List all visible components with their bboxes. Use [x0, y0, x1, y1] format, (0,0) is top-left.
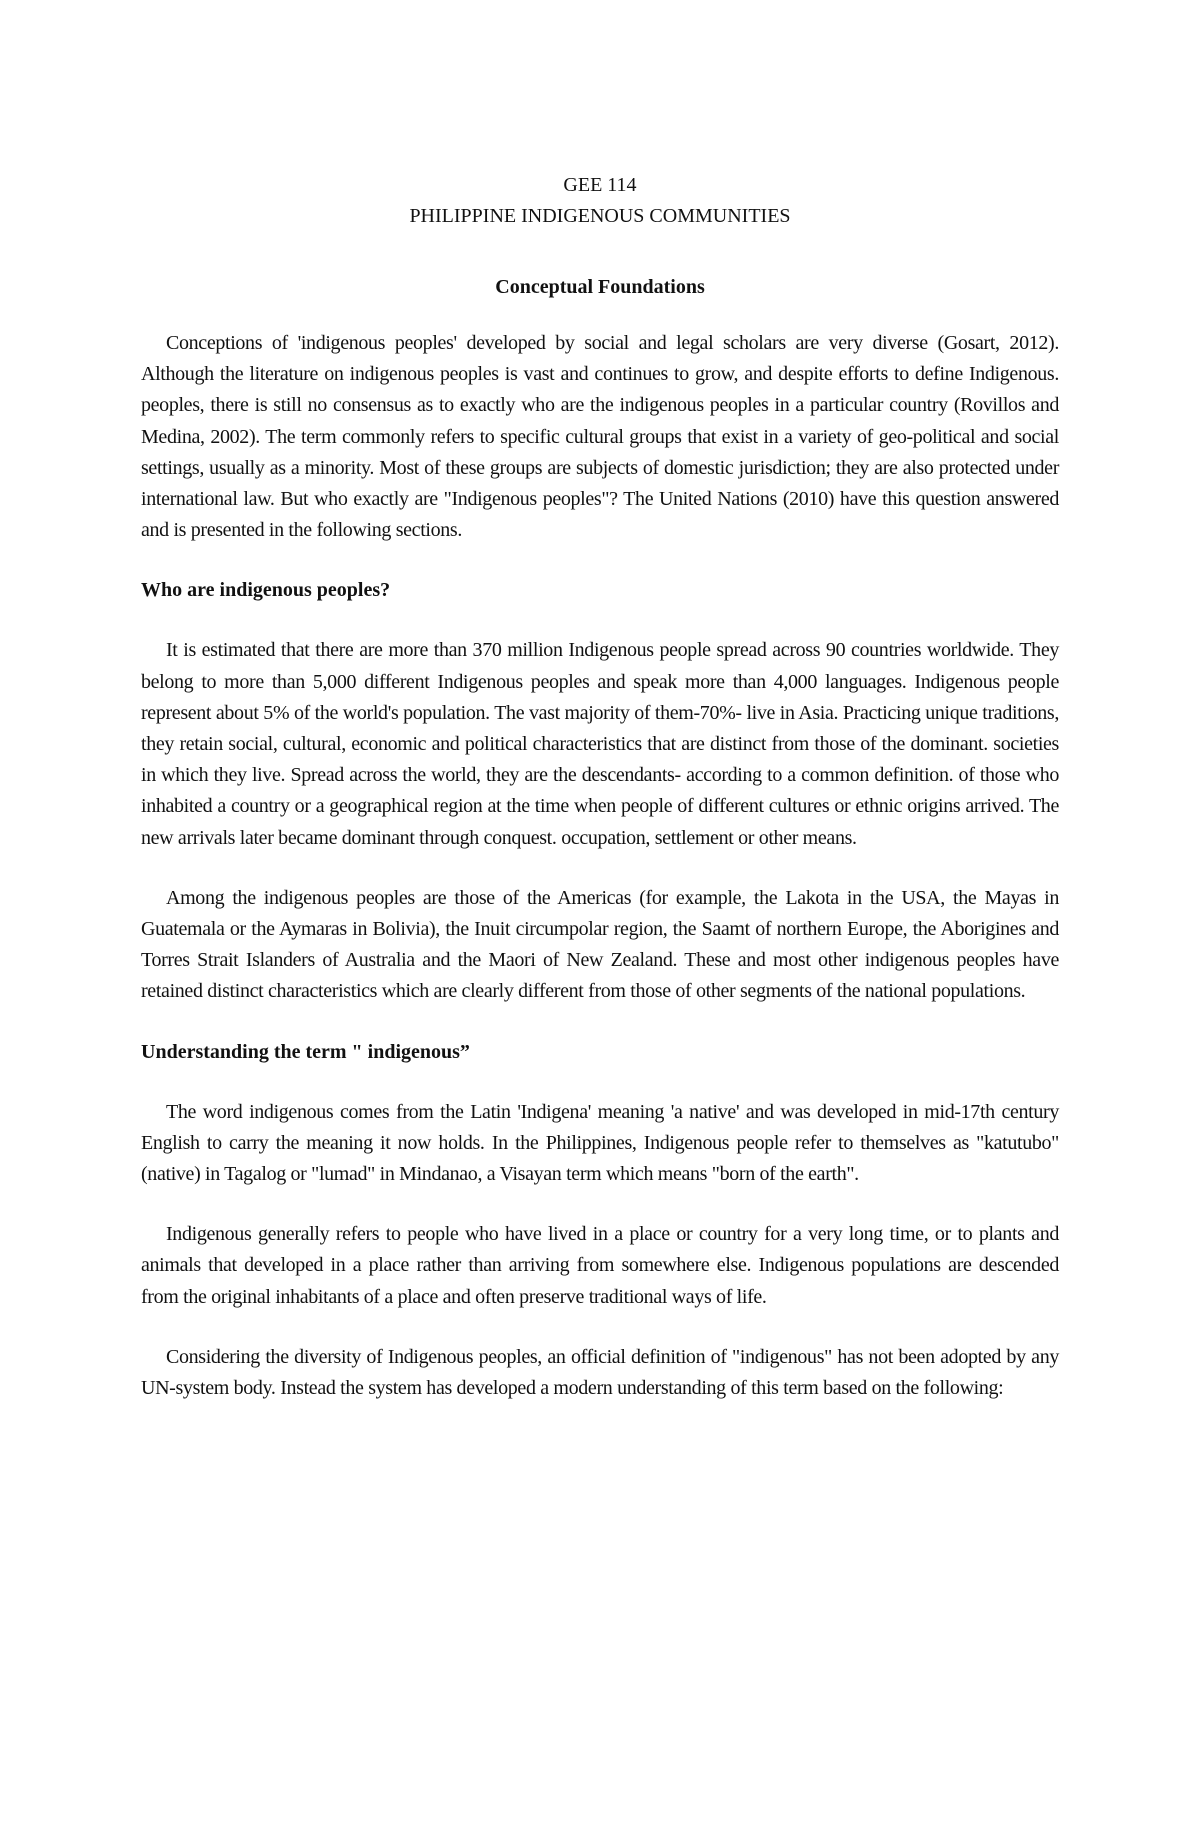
- heading-understanding-the-term: Understanding the term " indigenous”: [141, 1040, 470, 1063]
- paragraph-indigenous-generally: Indigenous generally refers to people who have lived in a place or country for a very long time, or to plants and animals that developed in a place rather than arriving from somewhere else. Indigenous populations are descended from the original inhabitants of a place and often preserve traditional ways of life.: [141, 1223, 1059, 1308]
- paragraph-considering-diversity: Considering the diversity of Indigenous peoples, an official definition of "indigenous" has not been adopted by any UN-system body. Instead the system has developed a modern understanding of this term based on the following:: [141, 1345, 1059, 1400]
- course-code: GEE 114: [563, 174, 637, 196]
- document-body: [141, 170, 1059, 1404]
- paragraph-word-indigenous: The word indigenous comes from the Latin 'Indigena' meaning 'a native' and was developed in mid-17th century English to carry the meaning it now holds. In the Philippines, Indigenous people refer to themselves as "katutubo" (native) in Tagalog or "lumad" in Mindanao, a Visayan term which means "born of the earth".: [141, 1100, 1059, 1186]
- paragraph-among-indigenous-peoples: Among the indigenous peoples are those of the Americas (for example, the Lakota in the USA, the Mayas in Guatemala or the Aymaras in Bolivia), the Inuit circumpolar region, the Saamt of northern Europe, the Aborigines and Torres Strait Islanders of Australia and the Maori of New Zealand. These and most other indigenous peoples have retained distinct characteristics which are clearly different from those of other segments of the national populations.: [141, 886, 1059, 1003]
- paragraph-estimated-population: It is estimated that there are more than 370 million Indigenous people spread across 90 countries worldwide. They belong to more than 5,000 different Indigenous peoples and speak more than 4,000 languages. Indigenous people represent about 5% of the world's population. The vast majority of them-70%- live in Asia. Practicing unique traditions, they retain social, cultural, economic and political characteristics that are distinct from those of the dominant. societies in which they live. Spread across the world, they are the descendants- according to a common definition. of those who inhabited a country or a geographical region at the time when people of different cultures or ethnic origins arrived. The new arrivals later became dominant through conquest. occupation, settlement or other means.: [141, 639, 1059, 849]
- paragraph-conceptions: Conceptions of 'indigenous peoples' developed by social and legal scholars are very diverse (Gosart, 2012). Although the literature on indigenous peoples is vast and continues to grow, and despite efforts to define Indigenous. peoples, there is still no consensus as to exactly who are the indigenous peoples in a particular country (Rovillos and Medina, 2002). The term commonly refers to specific cultural groups that exist in a variety of geo-political and social settings, usually as a minority. Most of these groups are subjects of domestic jurisdiction; they are also protected under international law. But who exactly are "Indigenous peoples"? The United Nations (2010) have this question answered and is presented in the following sections.: [141, 332, 1059, 542]
- section-title-conceptual-foundations: Conceptual Foundations: [495, 276, 705, 298]
- heading-who-are-indigenous-peoples: Who are indigenous peoples?: [141, 579, 391, 602]
- course-title: PHILIPPINE INDIGENOUS COMMUNITIES: [409, 205, 791, 227]
